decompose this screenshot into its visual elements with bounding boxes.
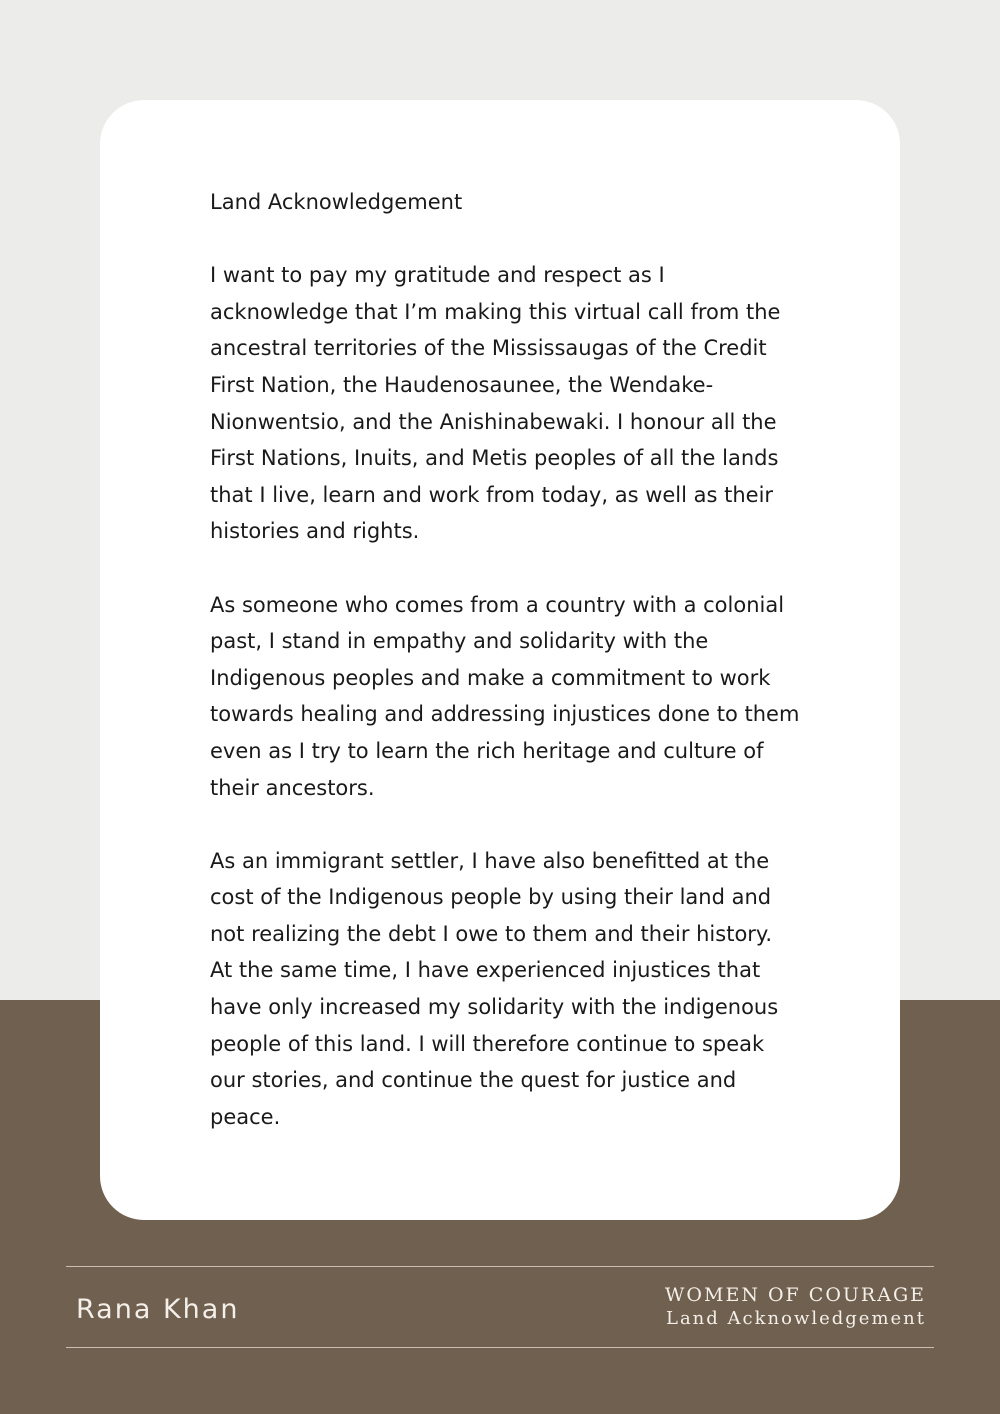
letter-heading: Land Acknowledgement <box>210 190 463 214</box>
footer-title-block <box>665 1283 926 1331</box>
footer-bottom-divider <box>66 1347 934 1348</box>
document-subtitle: Land Acknowledgement <box>666 1308 926 1329</box>
brand-title: WOMEN OF COURAGE <box>664 1284 926 1306</box>
paragraph-solidarity: As someone who comes from a country with a colonial past, I stand in empathy and solidarity with the Indigenous peoples and make a commitment to work towards healing and addressing injustices done to them even as I try to learn the rich heritage and culture of their ancestors. <box>210 592 800 800</box>
letter-content <box>210 184 800 1172</box>
author-name: Rana Khan <box>76 1294 240 1325</box>
letter-card <box>100 100 900 1220</box>
paragraph-immigrant-settler: As an immigrant settler, I have also benefitted at the cost of the Indigenous people by using their land and not realizing the debt I owe to them and their history. At the same time, I have experienced injustices that have only increased my solidarity with the indigenous people of this land. I will therefore continue to speak our stories, and continue the quest for justice and peace. <box>210 848 779 1129</box>
footer-top-divider <box>66 1266 934 1267</box>
paragraph-gratitude: I want to pay my gratitude and respect as I acknowledge that I’m making this virtual call from the ancestral territories of the Mississaugas of the Credit First Nation, the Haudenosaunee, the Wendake- Nionwentsio, and the Anishinabewaki. I honour all the First Nations, Inuits, and Metis peoples of all the lands that I live, learn and work from today, as well as their histories and rights. <box>210 263 781 544</box>
